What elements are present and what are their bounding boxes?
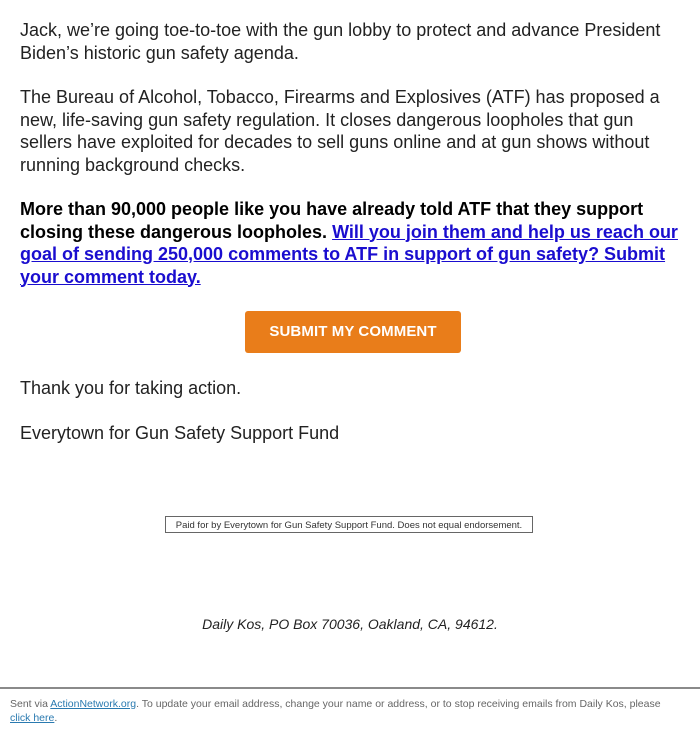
signature: Everytown for Gun Safety Support Fund	[20, 422, 340, 443]
cta-container	[20, 311, 686, 353]
email-body	[20, 19, 686, 444]
footer-divider	[0, 687, 700, 689]
atf-paragraph: The Bureau of Alcohol, Tobacco, Firearms and Explosives (ATF) has proposed a new, life-saving gun safety regulation. It closes dangerous loopholes that gun sellers have exploited for decades to sell guns online and at gun shows without running background checks.	[20, 87, 660, 175]
call-to-action-paragraph	[20, 198, 686, 288]
unsubscribe-text: . To update your email address, change your name or address, or to stop receiving emails from Daily Kos, please	[136, 698, 661, 710]
click-here-link[interactable]: click here	[10, 712, 55, 724]
intro-paragraph: Jack, we’re going toe-to-toe with the gun lobby to protect and advance President Biden’s historic gun safety agenda.	[20, 20, 661, 63]
supporters-statement: More than 90,000 people like you have already told ATF that they support closing these dangerous loopholes.	[20, 199, 644, 242]
actionnetwork-link[interactable]: ActionNetwork.org	[50, 698, 137, 710]
email-footer	[10, 697, 680, 725]
submit-my-comment-button[interactable]: SUBMIT MY COMMENT	[245, 311, 461, 353]
footer-end: .	[54, 712, 58, 724]
sent-via-prefix: Sent via	[10, 698, 51, 710]
mailing-address: Daily Kos, PO Box 70036, Oakland, CA, 94612.	[202, 616, 498, 632]
thanks-text: Thank you for taking action.	[20, 378, 242, 398]
paid-for-disclaimer: Paid for by Everytown for Gun Safety Support Fund. Does not equal endorsement.	[165, 516, 533, 533]
submit-comment-link[interactable]: Will you join them and help us reach our goal of sending 250,000 comments to ATF in support of gun safety? Submit your comment today.	[20, 221, 678, 287]
